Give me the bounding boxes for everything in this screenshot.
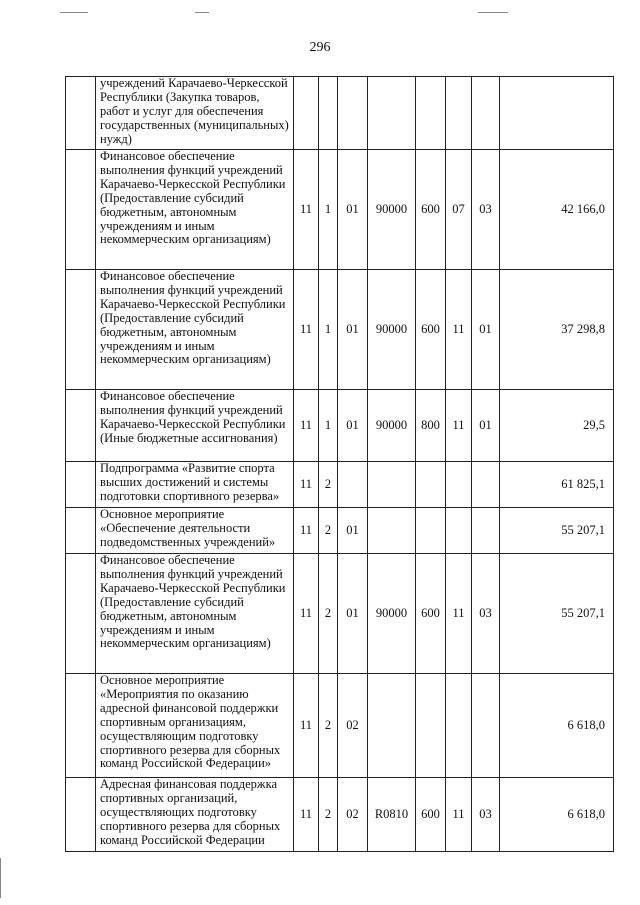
item-name-cell: Финансовое обеспечение выполнения функций учреждений Карачаево-Черкесской Республики (Предоставление субсидий бюджетным, автономным учреждениям и иным некоммерческим организациям) — [96, 150, 294, 270]
direction-code-cell — [368, 674, 416, 778]
subprogram-code-cell: 2 — [319, 508, 338, 554]
amount-cell: 61 825,1 — [500, 462, 614, 508]
expense-type-cell: 800 — [416, 390, 446, 462]
expense-type-cell: 600 — [416, 778, 446, 852]
program-code-cell: 11 — [294, 150, 319, 270]
subsection-cell: 03 — [472, 150, 500, 270]
subsection-cell — [472, 674, 500, 778]
table-row — [66, 462, 614, 508]
subsection-cell — [472, 462, 500, 508]
activity-code-cell: 02 — [338, 778, 368, 852]
row-index-cell — [66, 674, 96, 778]
section-cell: 11 — [446, 390, 472, 462]
item-name-cell: Основное мероприятие «Обеспечение деятельности подведомственных учреждений» — [96, 508, 294, 554]
row-index-cell — [66, 554, 96, 674]
table-row — [66, 150, 614, 270]
row-index-cell — [66, 150, 96, 270]
subsection-cell: 03 — [472, 554, 500, 674]
subprogram-code-cell: 2 — [319, 674, 338, 778]
subsection-cell: 03 — [472, 778, 500, 852]
activity-code-cell: 01 — [338, 508, 368, 554]
section-cell — [446, 508, 472, 554]
scan-artifact — [478, 12, 508, 13]
expense-type-cell — [416, 77, 446, 150]
row-index-cell — [66, 462, 96, 508]
activity-code-cell: 02 — [338, 674, 368, 778]
section-cell: 11 — [446, 270, 472, 390]
subprogram-code-cell — [319, 77, 338, 150]
subsection-cell — [472, 77, 500, 150]
direction-code-cell: 90000 — [368, 554, 416, 674]
activity-code-cell: 01 — [338, 554, 368, 674]
row-index-cell — [66, 77, 96, 150]
table-body — [66, 77, 614, 852]
table-row — [66, 778, 614, 852]
subprogram-code-cell: 1 — [319, 270, 338, 390]
direction-code-cell: 90000 — [368, 150, 416, 270]
program-code-cell: 11 — [294, 462, 319, 508]
scan-artifact — [0, 858, 1, 898]
amount-cell: 55 207,1 — [500, 508, 614, 554]
row-index-cell — [66, 778, 96, 852]
amount-cell: 6 618,0 — [500, 778, 614, 852]
amount-cell: 37 298,8 — [500, 270, 614, 390]
table-row — [66, 77, 614, 150]
expense-type-cell — [416, 508, 446, 554]
row-index-cell — [66, 508, 96, 554]
activity-code-cell: 01 — [338, 270, 368, 390]
scan-artifact — [195, 12, 209, 13]
item-name-cell: Адресная финансовая поддержка спортивных организаций, осуществляющих подготовку спортивного резерва для сборных команд Российской Федерации — [96, 778, 294, 852]
activity-code-cell: 01 — [338, 390, 368, 462]
section-cell: 11 — [446, 778, 472, 852]
row-index-cell — [66, 390, 96, 462]
subprogram-code-cell: 2 — [319, 554, 338, 674]
program-code-cell: 11 — [294, 508, 319, 554]
activity-code-cell — [338, 77, 368, 150]
amount-cell: 6 618,0 — [500, 674, 614, 778]
expense-type-cell: 600 — [416, 554, 446, 674]
subsection-cell — [472, 508, 500, 554]
amount-cell: 55 207,1 — [500, 554, 614, 674]
section-cell — [446, 77, 472, 150]
scan-artifact — [60, 12, 88, 13]
activity-code-cell — [338, 462, 368, 508]
direction-code-cell: 90000 — [368, 270, 416, 390]
expense-type-cell — [416, 674, 446, 778]
item-name-cell: Финансовое обеспечение выполнения функций учреждений Карачаево-Черкесской Республики (Предоставление субсидий бюджетным, автономным учреждениям и иным некоммерческим организациям) — [96, 554, 294, 674]
amount-cell: 42 166,0 — [500, 150, 614, 270]
section-cell — [446, 674, 472, 778]
program-code-cell: 11 — [294, 270, 319, 390]
direction-code-cell: 90000 — [368, 390, 416, 462]
page-number: 296 — [309, 40, 331, 55]
program-code-cell: 11 — [294, 674, 319, 778]
expense-type-cell — [416, 462, 446, 508]
section-cell: 07 — [446, 150, 472, 270]
expense-type-cell: 600 — [416, 150, 446, 270]
table-row — [66, 390, 614, 462]
table-row — [66, 554, 614, 674]
item-name-cell: Финансовое обеспечение выполнения функций учреждений Карачаево-Черкесской Республики (Предоставление субсидий бюджетным, автономным учреждениям и иным некоммерческим организациям) — [96, 270, 294, 390]
program-code-cell: 11 — [294, 390, 319, 462]
subprogram-code-cell: 2 — [319, 462, 338, 508]
program-code-cell: 11 — [294, 554, 319, 674]
expense-type-cell: 600 — [416, 270, 446, 390]
table-row — [66, 270, 614, 390]
section-cell: 11 — [446, 554, 472, 674]
direction-code-cell: R0810 — [368, 778, 416, 852]
item-name-cell: учреждений Карачаево-Черкесской Республики (Закупка товаров, работ и услуг для обеспечения государственных (муниципальных) нужд) — [96, 77, 294, 150]
program-code-cell — [294, 77, 319, 150]
program-code-cell: 11 — [294, 778, 319, 852]
item-name-cell: Подпрограмма «Развитие спорта высших достижений и системы подготовки спортивного резерва» — [96, 462, 294, 508]
table-row — [66, 508, 614, 554]
direction-code-cell — [368, 508, 416, 554]
item-name-cell: Финансовое обеспечение выполнения функций учреждений Карачаево-Черкесской Республики (Иные бюджетные ассигнования) — [96, 390, 294, 462]
direction-code-cell — [368, 77, 416, 150]
amount-cell — [500, 77, 614, 150]
table-row — [66, 674, 614, 778]
subsection-cell: 01 — [472, 270, 500, 390]
row-index-cell — [66, 270, 96, 390]
section-cell — [446, 462, 472, 508]
amount-cell: 29,5 — [500, 390, 614, 462]
budget-table-wrapper — [65, 76, 614, 852]
subprogram-code-cell: 1 — [319, 150, 338, 270]
subprogram-code-cell: 1 — [319, 390, 338, 462]
direction-code-cell — [368, 462, 416, 508]
subsection-cell: 01 — [472, 390, 500, 462]
item-name-cell: Основное мероприятие «Мероприятия по оказанию адресной финансовой поддержки спортивным организациям, осуществляющим подготовку спортивного резерва для сборных команд Российской Федерации» — [96, 674, 294, 778]
subprogram-code-cell: 2 — [319, 778, 338, 852]
activity-code-cell: 01 — [338, 150, 368, 270]
budget-table — [65, 76, 614, 852]
